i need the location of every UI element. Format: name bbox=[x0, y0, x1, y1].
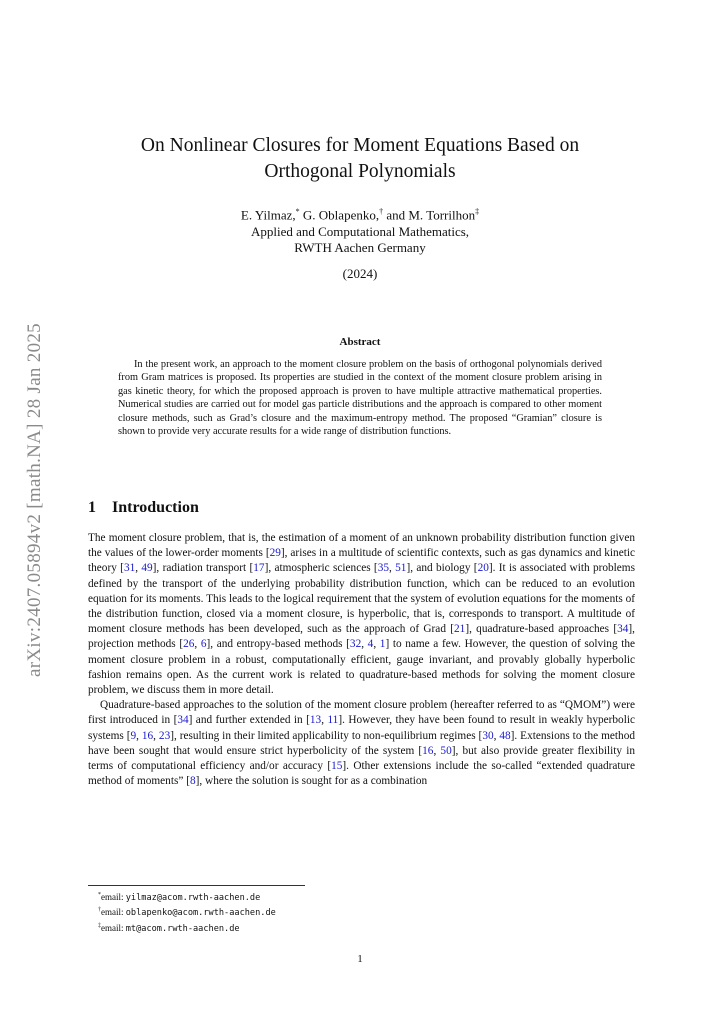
arxiv-sidebar bbox=[20, 300, 50, 700]
body-text-run: ], resulting in their limited applicability to non-equilibrium regimes [ bbox=[170, 729, 483, 742]
citation-link[interactable]: 13 bbox=[309, 714, 322, 727]
section-heading bbox=[88, 499, 199, 517]
footnote-1-label: email: bbox=[101, 892, 126, 902]
author-2-mark: † bbox=[379, 207, 384, 216]
citation-link[interactable]: 32 bbox=[349, 638, 362, 651]
citation-link[interactable]: 4 bbox=[367, 638, 374, 651]
author-names bbox=[90, 204, 630, 224]
body-text-run: , bbox=[153, 729, 159, 742]
citation-link[interactable]: 23 bbox=[158, 729, 171, 742]
body-text-run: , bbox=[135, 562, 142, 575]
footnote-3-label: email: bbox=[101, 922, 126, 933]
citation-link[interactable]: 15 bbox=[331, 760, 343, 773]
body-text-run: , bbox=[433, 744, 441, 757]
body-text-run: ]. Extensions to the method have been sought that would ensure strict hyperbolicity of the system [ bbox=[88, 729, 635, 757]
author-2: G. Oblapenko, bbox=[302, 207, 380, 223]
citation-link[interactable]: 1 bbox=[379, 638, 386, 651]
body-text-run: ] to name a few. However, the question of solving the moment closure problem in a robust, computationally efficient, gauge invariant, and provably globally hyperbolic fashion remains open. As the current work is related to quadrature-based methods for solving the moment closure problem, we discuss them in more detail. bbox=[88, 638, 636, 697]
citation-link[interactable]: 35 bbox=[377, 562, 389, 575]
citation-link[interactable]: 49 bbox=[141, 562, 153, 575]
citation-link[interactable]: 16 bbox=[141, 729, 154, 742]
abstract-text: In the present work, an approach to the moment closure problem on the basis of orthogonal polynomials derived from Gram matrices is proposed. Its properties are studied in the context of the moment closure problem arising in gas kinetic theory, for which the proposed approach is proven to have multiple attractive mathematical properties. Numerical studies are carried out for model gas particle distributions and the approach is compared to other moment closure methods, such as Grad’s closure and the maximum-entropy method. The proposed “Gramian” closure is shown to provide very accurate results for a wide range of distribution functions. bbox=[118, 359, 602, 438]
footnote-2-mark: † bbox=[98, 907, 101, 914]
citation-link[interactable]: 9 bbox=[130, 729, 137, 742]
body-text-run: , bbox=[361, 638, 368, 651]
author-1: E. Yilmaz, bbox=[240, 207, 296, 223]
footnote-3-mark: ‡ bbox=[98, 922, 101, 929]
body-text-run: The moment closure problem, that is, the estimation of a moment of an unknown probability distribution function given the values of the lower-order moments [ bbox=[88, 532, 635, 560]
page-number: 1 bbox=[357, 953, 363, 965]
footnote-1 bbox=[98, 889, 276, 904]
footnote-2 bbox=[98, 904, 276, 919]
body-text-run: ], projection methods [ bbox=[88, 623, 635, 651]
body-text-run: ]. It is associated with problems defined by the transport of the underlying probability distribution function, which can be reduced to an evolution equation for its moments. This leads to the logical requirement that the system of evolution equations for the moments of the distribution function, closed via a moment closure, is hyperbolic, that is, corresponds to transport. A multitude of moment closure methods has been developed, such as the approach of Grad [ bbox=[88, 562, 635, 636]
footnote-rule bbox=[88, 885, 305, 886]
body-paragraph bbox=[88, 531, 635, 698]
body-text-run: ], and entropy-based methods [ bbox=[206, 638, 350, 651]
citation-link[interactable]: 29 bbox=[269, 547, 281, 560]
citation-link[interactable]: 34 bbox=[177, 714, 189, 727]
citation-link[interactable]: 50 bbox=[440, 744, 452, 757]
arxiv-identifier: arXiv:2407.05894v2 [math.NA] 28 Jan 2025 bbox=[24, 323, 45, 677]
footnote-1-mark: * bbox=[98, 892, 101, 898]
title-line-2: Orthogonal Polynomials bbox=[264, 161, 456, 182]
author-3-mark: ‡ bbox=[475, 207, 480, 216]
citation-link[interactable]: 21 bbox=[454, 623, 466, 636]
author-block bbox=[90, 204, 630, 257]
body-text-run: , bbox=[373, 638, 380, 651]
footnote-1-email[interactable]: yilmaz@acom.rwth-aachen.de bbox=[125, 893, 261, 903]
citation-link[interactable]: 8 bbox=[189, 775, 196, 788]
body-text-run: ], quadrature-based approaches [ bbox=[465, 623, 618, 636]
publication-year: (2024) bbox=[342, 266, 378, 281]
body-text-run: Quadrature-based approaches to the solution of the moment closure problem (hereafter referred to as “QMOM”) were first introduced in [ bbox=[88, 699, 635, 727]
citation-link[interactable]: 48 bbox=[499, 729, 511, 742]
body-text-run: ] and further extended in [ bbox=[188, 714, 310, 727]
body-text bbox=[88, 531, 635, 789]
citation-link[interactable]: 17 bbox=[253, 562, 265, 575]
body-text-run: , bbox=[493, 729, 500, 742]
body-text-run: , bbox=[389, 562, 396, 575]
body-text-run: ], and biology [ bbox=[406, 562, 478, 575]
footnote-3 bbox=[98, 920, 276, 935]
footnote-2-label: email: bbox=[101, 907, 126, 918]
body-text-run: ], atmospheric sciences [ bbox=[264, 562, 378, 575]
body-text-run: ], but also provide greater flexibility in terms of computational efficiency and/or accuracy [ bbox=[88, 744, 635, 773]
citation-link[interactable]: 11 bbox=[327, 714, 339, 727]
footnote-3-email[interactable]: mt@acom.rwth-aachen.de bbox=[125, 923, 240, 934]
footnotes bbox=[98, 889, 276, 935]
abstract-body bbox=[118, 358, 602, 438]
footnote-2-email[interactable]: oblapenko@acom.rwth-aachen.de bbox=[125, 908, 276, 919]
body-text-run: ]. Other extensions include the so-called “extended quadrature method of moments” [ bbox=[88, 760, 635, 788]
body-text-run: , bbox=[194, 638, 201, 651]
citation-link[interactable]: 30 bbox=[482, 729, 494, 742]
body-paragraph bbox=[88, 698, 635, 789]
citation-link[interactable]: 20 bbox=[477, 562, 489, 575]
citation-link[interactable]: 6 bbox=[200, 638, 207, 651]
section-number: 1 bbox=[88, 499, 96, 516]
body-text-run: ], where the solution is sought for as a combination bbox=[195, 775, 428, 788]
affiliation-line-2: RWTH Aachen Germany bbox=[294, 240, 426, 256]
citation-link[interactable]: 31 bbox=[123, 562, 136, 575]
citation-link[interactable]: 16 bbox=[422, 744, 434, 757]
body-text-run: , bbox=[321, 714, 328, 727]
citation-link[interactable]: 26 bbox=[183, 638, 195, 651]
body-text-run: ], radiation transport [ bbox=[152, 562, 254, 575]
title-line-1: On Nonlinear Closures for Moment Equations Based on bbox=[140, 135, 580, 156]
author-3: and M. Torrilhon bbox=[386, 207, 476, 223]
body-text-run: ]. However, they have been found to result in weakly hyperbolic systems [ bbox=[88, 714, 635, 742]
citation-link[interactable]: 34 bbox=[617, 623, 629, 636]
section-title: Introduction bbox=[112, 499, 199, 516]
body-text-run: , bbox=[136, 729, 142, 742]
author-1-mark: * bbox=[295, 207, 300, 216]
paper-title bbox=[90, 133, 630, 185]
citation-link[interactable]: 51 bbox=[395, 562, 407, 575]
body-text-run: ], arises in a multitude of scientific contexts, such as gas dynamics and kinetic theory [ bbox=[88, 547, 635, 575]
affiliation-line-1: Applied and Computational Mathematics, bbox=[250, 223, 470, 239]
abstract-heading: Abstract bbox=[339, 336, 381, 348]
